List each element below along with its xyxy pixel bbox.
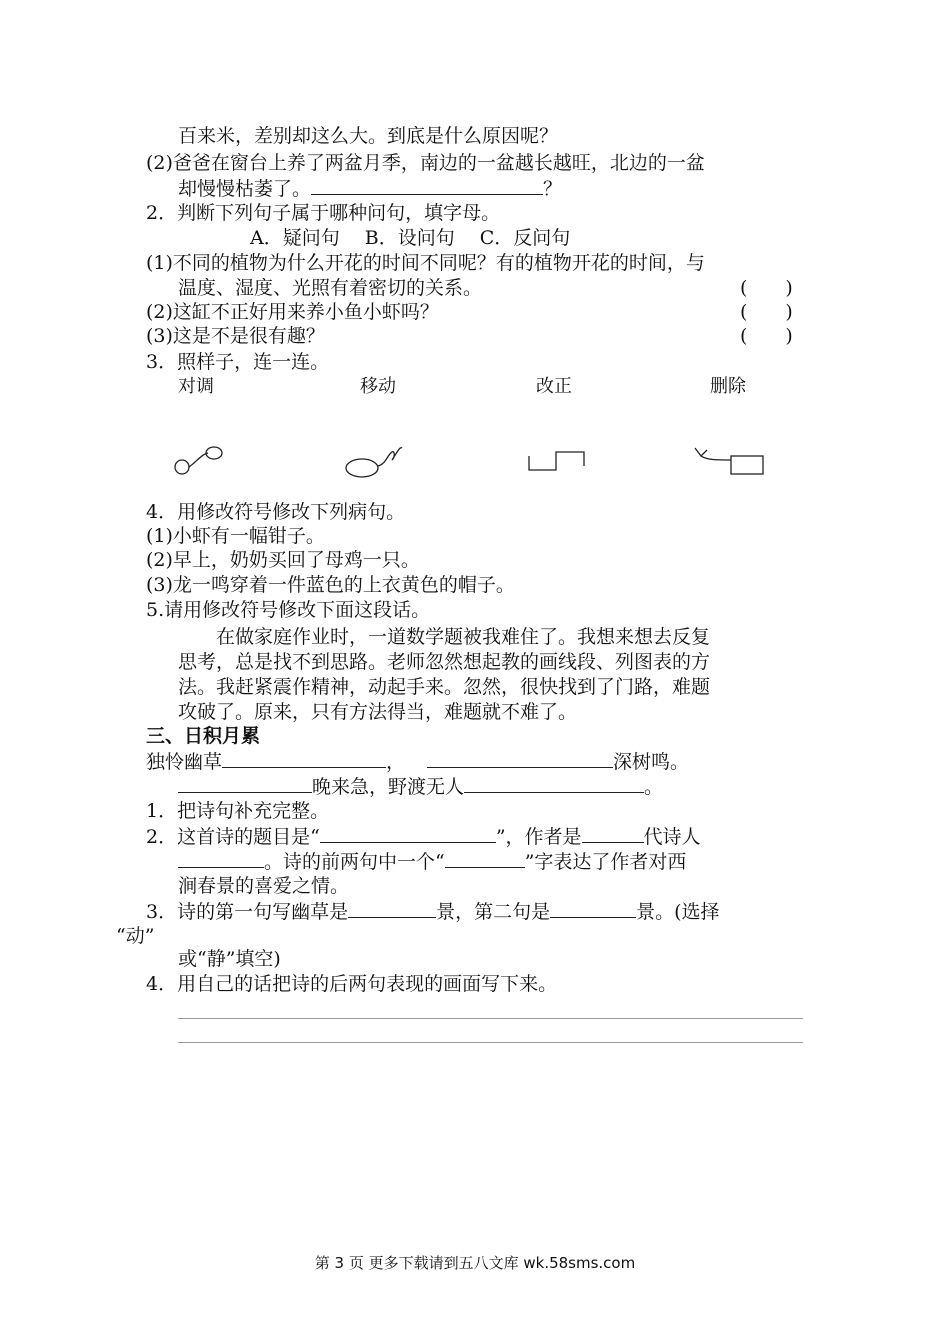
writing-line[interactable] — [178, 1042, 803, 1043]
q4-item-1: (1)小虾有一幅钳子。 — [146, 525, 325, 547]
label-correct: 改正 — [536, 376, 572, 397]
q2-text-c: 代诗人 — [643, 826, 701, 848]
q2-text-e: ”字表达了作者对西 — [524, 851, 687, 873]
section-heading: 三、日积月累 — [146, 725, 261, 747]
poem2-end: 。 — [644, 776, 664, 798]
q1-item2-line1: (2)爸爸在窗台上养了两盆月季，南边的一盆越长越旺，北边的一盆 — [146, 152, 705, 174]
s3-q2-line1 — [146, 824, 701, 849]
s3-q2-line3: 涧春景的喜爱之情。 — [178, 875, 350, 897]
poem1-comma: ， — [386, 751, 406, 773]
s3-q2-line2 — [178, 849, 686, 874]
poem-line-2 — [178, 774, 663, 799]
poem-blank-3[interactable] — [178, 774, 312, 793]
answer-blank[interactable] — [311, 176, 543, 195]
q1-item2-text: 却慢慢枯萎了。 — [178, 178, 312, 200]
s3-q3-line2: “动” — [116, 925, 155, 947]
label-move: 移动 — [360, 376, 396, 397]
q3-text-c: 景。(选择 — [636, 901, 720, 923]
label-delete: 删除 — [710, 376, 746, 397]
writing-line[interactable] — [178, 1018, 803, 1019]
answer-paren-2[interactable]: ( ) — [740, 301, 793, 323]
s3-q1: 1．把诗句补充完整。 — [146, 800, 330, 822]
q4-title: 4．用修改符号修改下列病句。 — [146, 501, 406, 523]
poem-blank-2[interactable] — [427, 749, 613, 768]
title-blank[interactable] — [320, 824, 496, 843]
q2-item1-line1: (1)不同的植物为什么开花的时间不同呢？有的植物开花的时间，与 — [146, 252, 705, 274]
motion-blank-1[interactable] — [348, 899, 436, 918]
poem2-mid: 晚来急，野渡无人 — [312, 776, 465, 798]
poem1-start: 独怜幽草 — [146, 751, 223, 773]
page-footer: 第 3 页 更多下载请到五八文库 wk.58sms.com — [314, 1254, 636, 1272]
answer-paren-1[interactable]: ( ) — [740, 277, 793, 299]
poem-blank-1[interactable] — [222, 749, 386, 768]
motion-blank-2[interactable] — [550, 899, 636, 918]
q2-item1-line2: 温度、湿度、光照有着密切的关系。 — [178, 277, 483, 299]
correct-mark-icon[interactable] — [526, 448, 592, 478]
q1-item2-end: ？ — [543, 178, 563, 200]
answer-paren-3[interactable]: ( ) — [740, 325, 793, 347]
q5-paragraph-line: 思考，总是找不到思路。老师忽然想起教的画线段、列图表的方 — [178, 651, 711, 673]
q1-tail: 百来米，差别却这么大。到底是什么原因呢？ — [178, 125, 559, 147]
dynasty-blank[interactable] — [582, 824, 644, 843]
s3-q4: 4．用自己的话把诗的后两句表现的画面写下来。 — [146, 973, 558, 995]
q4-item-2: (2)早上，奶奶买回了母鸡一只。 — [146, 549, 420, 571]
q1-item2-line2 — [178, 176, 562, 201]
swap-mark-icon[interactable] — [170, 440, 230, 480]
word-blank[interactable] — [445, 849, 525, 868]
poem-blank-4[interactable] — [464, 774, 644, 793]
q3-text-a: 3．诗的第一句写幽草是 — [146, 901, 349, 923]
q2-text-a: 2．这首诗的题目是“ — [146, 826, 320, 848]
poem1-end: 深树鸣。 — [613, 751, 690, 773]
q2-item2: (2)这缸不正好用来养小鱼小虾吗？ — [146, 301, 439, 323]
poet-blank[interactable] — [178, 849, 264, 868]
move-mark-icon[interactable] — [340, 442, 410, 482]
q2-title: 2．判断下列句子属于哪种问句，填字母。 — [146, 202, 501, 224]
q4-item-3: (3)龙一鸣穿着一件蓝色的上衣黄色的帽子。 — [146, 574, 515, 596]
q5-title: 5.请用修改符号修改下面这段话。 — [146, 599, 431, 621]
q2-text-d: 。诗的前两句中一个“ — [264, 851, 445, 873]
q2-item3: (3)这是不是很有趣？ — [146, 325, 325, 347]
s3-q3-line3: 或“静”填空) — [178, 948, 281, 970]
q3-title: 3．照样子，连一连。 — [146, 351, 330, 373]
s3-q3-line1 — [146, 899, 720, 924]
q2-options: A．疑问句 B．设问句 C．反问句 — [250, 227, 571, 249]
poem-line-1 — [146, 749, 689, 774]
delete-mark-icon[interactable] — [693, 442, 769, 482]
q5-paragraph-line: 在做家庭作业时，一道数学题被我难住了。我想来想去反复 — [178, 626, 711, 648]
q2-text-b: ”，作者是 — [495, 826, 582, 848]
q3-text-b: 景，第二句是 — [436, 901, 551, 923]
q5-paragraph-line: 攻破了。原来，只有方法得当，难题就不难了。 — [178, 701, 578, 723]
q5-paragraph-line: 法。我赶紧震作精神，动起手来。忽然，很快找到了门路，难题 — [178, 676, 711, 698]
label-swap: 对调 — [178, 376, 214, 397]
